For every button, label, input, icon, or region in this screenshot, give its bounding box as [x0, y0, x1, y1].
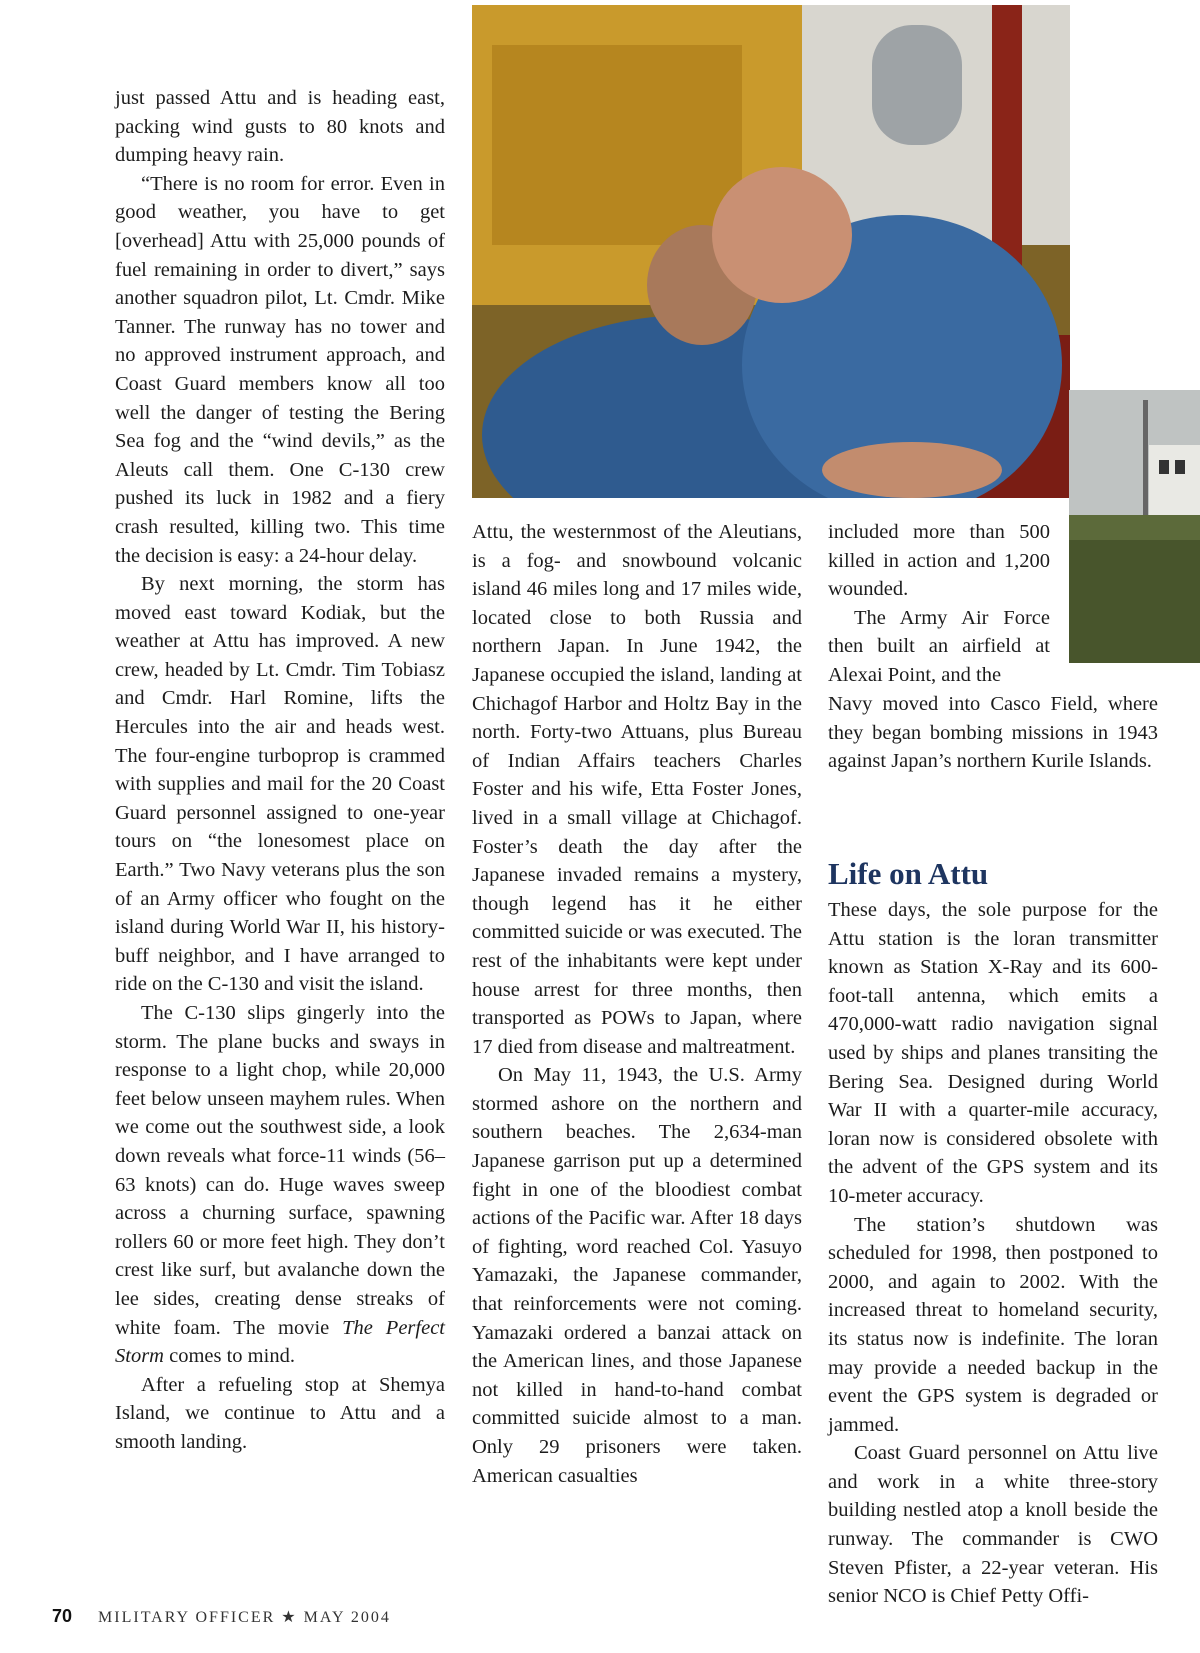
- movie-title: The Perfect Storm: [115, 1316, 445, 1368]
- photo-attu-building: [1069, 390, 1200, 663]
- separator-star: ★: [281, 1609, 298, 1626]
- issue-date: MAY 2004: [303, 1609, 391, 1626]
- photo-engine-room-crew: [472, 5, 1070, 498]
- paragraph: just passed Attu and is heading east, packing wind gusts to 80 knots and dumping heavy rain.: [115, 87, 445, 167]
- paragraph: After a refueling stop at Shemya Island, we continue to Attu and a smooth landing.: [115, 1373, 445, 1453]
- photo-illustration: [472, 5, 1070, 498]
- side-photo-illustration: [1069, 390, 1200, 663]
- paragraph: The station’s shutdown was scheduled for 1998, then postponed to 2000, and again to 2002. With the increased threat to homeland security, its status now is indefinite. The loran may provide a needed backup in the event the GPS system is degraded or jammed.: [828, 1213, 1158, 1436]
- paragraph: Attu, the westernmost of the Aleutians, is a fog- and snowbound volcanic island 46 miles long and 17 miles wide, located close to both Russia and northern Japan. In June 1942, the Japanese occupied the island, landing at Chichagof Harbor and Holtz Bay in the north. Forty-two Attuans, plus Bureau of Indian Affairs teachers Charles Foster and his wife, Etta Foster Jones, lived in a small village at Chichagof. Foster’s death the day after the Japanese invaded remains a mystery, though legend has it he either committed suicide or was executed. The rest of the inhabitants were kept under house arrest for three months, then transported as POWs to Japan, where 17 died from disease and maltreatment.: [472, 521, 802, 1058]
- paragraph-text: The C-130 slips gingerly into the storm. The plane bucks and sways in response to a light chop, while 20,000 feet below unseen mayhem rules. When we come out the southwest side, a look down reveals what force-11 winds (56–63 knots) can do. Huge waves sweep across a churning surface, spawning rollers 60 or more feet high. They don’t crest like surf, but avalanche down the lee sides, creating dense streaks of white foam. The movie: [115, 1002, 445, 1339]
- paragraph: These days, the sole purpose for the Attu station is the loran transmitter known as Station X-Ray and its 600-foot-tall antenna, which emits a 470,000-watt radio navigation signal used by ships and planes transiting the Bering Sea. Designed during World War II with a quarter-mile accuracy, loran now is considered obsolete with the advent of the GPS system and its 10-meter accuracy.: [828, 899, 1158, 1207]
- paragraph: Navy moved into Casco Field, where they began bombing missions in 1943 against Japan’s northern Kurile Islands.: [828, 693, 1158, 773]
- paragraph: included more than 500 killed in action and 1,200 wounded.: [828, 521, 1050, 601]
- section-heading: Life on Attu: [828, 856, 989, 891]
- article-column-1: [115, 84, 445, 1457]
- paragraph: [115, 999, 445, 1371]
- paragraph: On May 11, 1943, the U.S. Army stormed ashore on the northern and southern beaches. The 2,634-man Japanese garrison put up a determined fight in one of the bloodiest combat actions of the Pacific war. After 18 days of fighting, word reached Col. Yasuyo Yamazaki, the Japanese commander, that reinforcements were not coming. Yamazaki ordered a banzai attack on the American lines, and those Japanese not killed in hand-to-hand combat committed suicide almost to a man. Only 29 prisoners were taken. American casualties: [472, 1064, 802, 1487]
- article-column-2: [472, 518, 802, 1490]
- magazine-name: MILITARY OFFICER: [98, 1609, 276, 1626]
- paragraph: Coast Guard personnel on Attu live and work in a white three-story building nestled atop a knoll beside the runway. The commander is CWO Steven Pfister, a 22-year veteran. His senior NCO is Chief Petty Offi-: [828, 1442, 1158, 1608]
- article-column-3-narrow: [828, 518, 1050, 690]
- paragraph: By next morning, the storm has moved east toward Kodiak, but the weather at Attu has improved. A new crew, headed by Lt. Cmdr. Tim Tobiasz and Cmdr. Harl Romine, lifts the Hercules into the air and heads west. The four-engine turboprop is crammed with supplies and mail for the 20 Coast Guard personnel assigned to one-year tours on “the lonesomest place on Earth.” Two Navy veterans plus the son of an Army officer who fought on the island during World War II, his history-buff neighbor, and I have arranged to ride on the C-130 and visit the island.: [115, 573, 445, 996]
- paragraph-text: comes to mind.: [163, 1345, 295, 1368]
- article-column-3-section: [828, 856, 1158, 1611]
- article-column-3-wide: [828, 690, 1158, 776]
- paragraph: “There is no room for error. Even in good weather, you have to get [overhead] Attu with 25,000 pounds of fuel remaining in order to divert,” says another squadron pilot, Lt. Cmdr. Mike Tanner. The runway has no tower and no approved instrument approach, and Coast Guard members know all too well the danger of testing the Bering Sea fog and the “wind devils,” as the Aleuts call them. One C-130 crew pushed its luck in 1982 and a fiery crash resulted, killing two. This time the decision is easy: a 24-hour delay.: [115, 172, 445, 567]
- page-footer: [52, 1606, 391, 1627]
- paragraph: The Army Air Force then built an airfield at Alexai Point, and the: [828, 606, 1050, 686]
- page-number: 70: [52, 1606, 73, 1626]
